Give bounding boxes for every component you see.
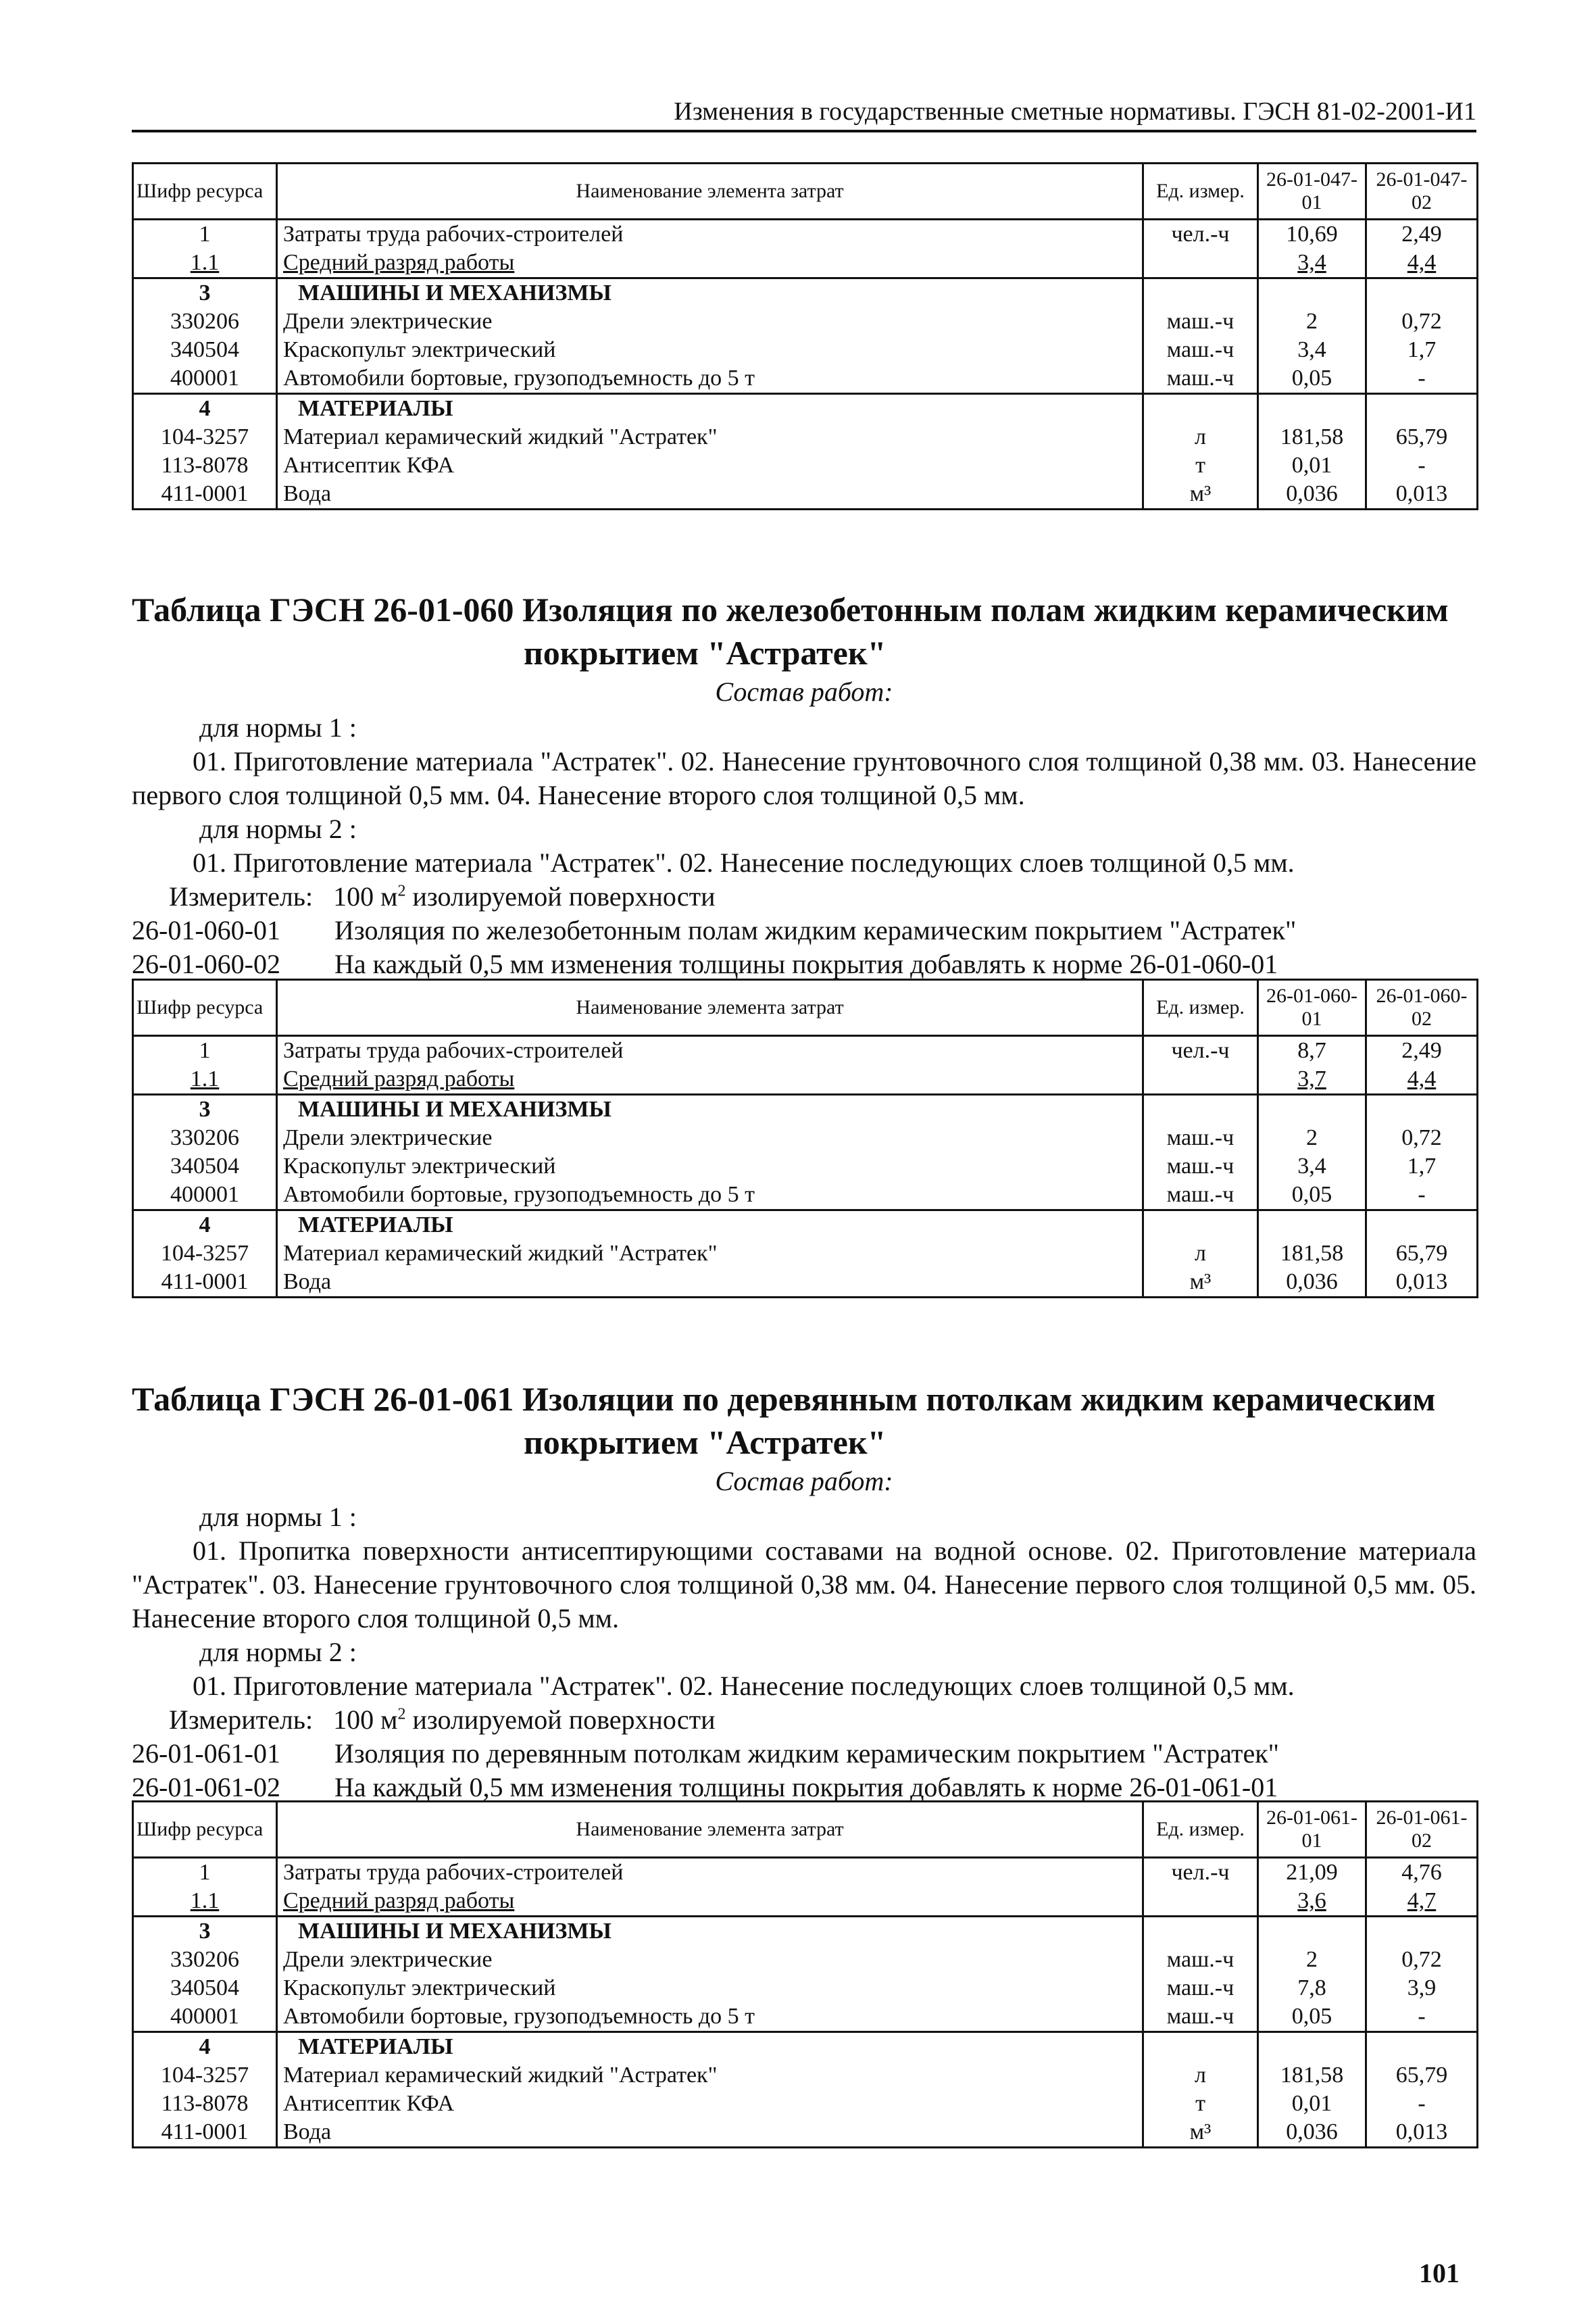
cell-unit bbox=[1143, 249, 1258, 278]
cell-code: 400001 bbox=[133, 1181, 277, 1210]
page-number: 101 bbox=[1419, 2258, 1460, 2288]
cell-name: Средний разряд работы bbox=[277, 1065, 1143, 1095]
cell-value-1: 2 bbox=[1258, 307, 1366, 336]
cell-name: Затраты труда рабочих-строителей bbox=[277, 220, 1143, 249]
norm1-text: 01. Пропитка поверхности антисептирующими составами на водной основе. 02. Приготовление материала "Астратек". 03. Нанесение грунтовочного слоя толщиной 0,38 мм. 04. Нанесение первого слоя толщиной 0,5 мм. 05. Нанесение второго слоя толщиной 0,5 мм. bbox=[132, 1535, 1476, 1633]
cell-code: 3 bbox=[133, 278, 277, 308]
table-row bbox=[133, 451, 1478, 480]
norm2-label: для нормы 2 : bbox=[199, 814, 357, 844]
cell-name: Краскопульт электрический bbox=[277, 336, 1143, 364]
cell-value-1: 181,58 bbox=[1258, 1239, 1366, 1268]
table-row bbox=[133, 2118, 1478, 2148]
cell-code: 340504 bbox=[133, 336, 277, 364]
cell-value-2: 0,72 bbox=[1366, 1946, 1478, 1974]
cell-unit bbox=[1143, 1095, 1258, 1125]
work-description-060 bbox=[132, 711, 1476, 981]
cell-name: Автомобили бортовые, грузоподъемность до 5 т bbox=[277, 364, 1143, 394]
cell-value-2 bbox=[1366, 1917, 1478, 1946]
cell-code: 3 bbox=[133, 1917, 277, 1946]
header-norm-2: 26-01-047-02 bbox=[1366, 164, 1478, 220]
cell-value-2 bbox=[1366, 394, 1478, 424]
cell-code: 330206 bbox=[133, 307, 277, 336]
table-row bbox=[133, 1887, 1478, 1917]
cell-value-2: 4,7 bbox=[1366, 1887, 1478, 1917]
cell-name: МАТЕРИАЛЫ bbox=[277, 1210, 1143, 1240]
table-row bbox=[133, 307, 1478, 336]
cell-name: Затраты труда рабочих-строителей bbox=[277, 1036, 1143, 1066]
table-row bbox=[133, 1095, 1478, 1125]
cell-name: Материал керамический жидкий "Астратек" bbox=[277, 2061, 1143, 2090]
cell-value-1: 0,05 bbox=[1258, 364, 1366, 394]
header-name: Наименование элемента затрат bbox=[277, 1802, 1143, 1858]
cell-value-2: 1,7 bbox=[1366, 336, 1478, 364]
cell-value-1: 10,69 bbox=[1258, 220, 1366, 249]
cell-name: МАШИНЫ И МЕХАНИЗМЫ bbox=[277, 278, 1143, 308]
table-row bbox=[133, 220, 1478, 249]
cell-unit: л bbox=[1143, 1239, 1258, 1268]
cell-value-1: 181,58 bbox=[1258, 423, 1366, 451]
table-row bbox=[133, 1152, 1478, 1181]
cell-code: 4 bbox=[133, 2032, 277, 2062]
cell-code: 1.1 bbox=[133, 1065, 277, 1095]
cell-value-1: 0,036 bbox=[1258, 480, 1366, 510]
cell-name: Вода bbox=[277, 480, 1143, 510]
cell-name: Материал керамический жидкий "Астратек" bbox=[277, 1239, 1143, 1268]
cell-unit: чел.-ч bbox=[1143, 1858, 1258, 1888]
table-row bbox=[133, 1210, 1478, 1240]
cell-name: Средний разряд работы bbox=[277, 249, 1143, 278]
table-row bbox=[133, 1858, 1478, 1888]
cell-value-2: 0,72 bbox=[1366, 307, 1478, 336]
cell-value-1: 0,01 bbox=[1258, 2090, 1366, 2118]
meter-value: 100 м bbox=[333, 1704, 398, 1735]
table-row bbox=[133, 2002, 1478, 2032]
table-row bbox=[133, 1917, 1478, 1946]
header-norm-1: 26-01-060-01 bbox=[1258, 980, 1366, 1036]
cell-name: Дрели электрические bbox=[277, 1946, 1143, 1974]
cell-value-1: 0,05 bbox=[1258, 1181, 1366, 1210]
norm-code: 26-01-060-01 bbox=[132, 915, 280, 945]
cell-code: 104-3257 bbox=[133, 423, 277, 451]
cell-name: Дрели электрические bbox=[277, 1124, 1143, 1152]
cell-name: Средний разряд работы bbox=[277, 1887, 1143, 1917]
cell-value-1: 0,05 bbox=[1258, 2002, 1366, 2032]
cell-value-2: - bbox=[1366, 364, 1478, 394]
cell-value-1: 3,7 bbox=[1258, 1065, 1366, 1095]
cell-name: Дрели электрические bbox=[277, 307, 1143, 336]
norm-code-row bbox=[132, 1737, 1476, 1771]
norm-code-text: На каждый 0,5 мм изменения толщины покрытия добавлять к норме 26-01-060-01 bbox=[334, 949, 1278, 979]
table-row bbox=[133, 423, 1478, 451]
cell-name: Материал керамический жидкий "Астратек" bbox=[277, 423, 1143, 451]
cell-unit: м³ bbox=[1143, 2118, 1258, 2148]
cell-code: 330206 bbox=[133, 1946, 277, 1974]
header-unit: Ед. измер. bbox=[1143, 1802, 1258, 1858]
cell-value-1: 2 bbox=[1258, 1124, 1366, 1152]
cell-unit bbox=[1143, 394, 1258, 424]
cell-value-2 bbox=[1366, 1210, 1478, 1240]
norm-code: 26-01-061-02 bbox=[132, 1772, 280, 1802]
work-description-061 bbox=[132, 1500, 1476, 1804]
cell-name: Краскопульт электрический bbox=[277, 1974, 1143, 2002]
cell-value-1: 181,58 bbox=[1258, 2061, 1366, 2090]
section-title-line2: покрытием "Астратек" bbox=[524, 634, 887, 672]
composition-label: Состав работ: bbox=[715, 676, 893, 707]
cell-unit: маш.-ч bbox=[1143, 307, 1258, 336]
cell-name: Автомобили бортовые, грузоподъемность до 5 т bbox=[277, 1181, 1143, 1210]
cell-value-1 bbox=[1258, 278, 1366, 308]
cell-name: МАТЕРИАЛЫ bbox=[277, 2032, 1143, 2062]
meter-value: 100 м bbox=[333, 881, 398, 912]
cell-value-1: 7,8 bbox=[1258, 1974, 1366, 2002]
cell-value-2 bbox=[1366, 278, 1478, 308]
cell-value-2: 3,9 bbox=[1366, 1974, 1478, 2002]
meter-label: Измеритель: bbox=[169, 1704, 314, 1735]
running-header: Изменения в государственные сметные нормативы. ГЭСН 81-02-2001-И1 bbox=[132, 95, 1476, 132]
cell-code: 340504 bbox=[133, 1152, 277, 1181]
cell-unit: маш.-ч bbox=[1143, 1974, 1258, 2002]
cell-value-2 bbox=[1366, 2032, 1478, 2062]
norm1-text: 01. Приготовление материала "Астратек". 02. Нанесение грунтовочного слоя толщиной 0,38 мм. 03. Нанесение первого слоя толщиной 0,5 мм. 04. Нанесение второго слоя толщиной 0,5 мм. bbox=[132, 746, 1476, 810]
cell-name: Антисептик КФА bbox=[277, 2090, 1143, 2118]
cell-name: МАШИНЫ И МЕХАНИЗМЫ bbox=[277, 1917, 1143, 1946]
header-norm-1: 26-01-061-01 bbox=[1258, 1802, 1366, 1858]
cell-code: 1.1 bbox=[133, 249, 277, 278]
table-row bbox=[133, 249, 1478, 278]
norm-code: 26-01-060-02 bbox=[132, 949, 280, 979]
cell-code: 1 bbox=[133, 220, 277, 249]
cell-value-1: 0,01 bbox=[1258, 451, 1366, 480]
cell-code: 4 bbox=[133, 1210, 277, 1240]
table-row bbox=[133, 1268, 1478, 1298]
cell-value-1 bbox=[1258, 1210, 1366, 1240]
norm2-label: для нормы 2 : bbox=[199, 1637, 357, 1667]
header-unit: Ед. измер. bbox=[1143, 164, 1258, 220]
table-row bbox=[133, 364, 1478, 394]
cell-value-1: 3,6 bbox=[1258, 1887, 1366, 1917]
cell-unit: маш.-ч bbox=[1143, 1181, 1258, 1210]
cell-value-1: 0,036 bbox=[1258, 2118, 1366, 2148]
header-norm-1: 26-01-047-01 bbox=[1258, 164, 1366, 220]
norm1-label: для нормы 1 : bbox=[199, 1502, 357, 1532]
table-row bbox=[133, 2090, 1478, 2118]
header-name: Наименование элемента затрат bbox=[277, 164, 1143, 220]
meter-label: Измеритель: bbox=[169, 881, 314, 912]
header-code: Шифр ресурса bbox=[133, 980, 277, 1036]
norm-code-text: Изоляция по железобетонным полам жидким керамическим покрытием "Астратек" bbox=[334, 915, 1297, 945]
cell-name: Антисептик КФА bbox=[277, 451, 1143, 480]
cell-code: 330206 bbox=[133, 1124, 277, 1152]
cell-value-2: 4,4 bbox=[1366, 249, 1478, 278]
cell-unit bbox=[1143, 2032, 1258, 2062]
resource-table-060 bbox=[132, 979, 1478, 1298]
cell-name: Вода bbox=[277, 1268, 1143, 1298]
norm-code-row bbox=[132, 947, 1476, 981]
cell-code: 3 bbox=[133, 1095, 277, 1125]
table-row bbox=[133, 1946, 1478, 1974]
cell-unit bbox=[1143, 278, 1258, 308]
cell-unit: т bbox=[1143, 451, 1258, 480]
cell-value-2: 2,49 bbox=[1366, 1036, 1478, 1066]
cell-name: Автомобили бортовые, грузоподъемность до 5 т bbox=[277, 2002, 1143, 2032]
table-row bbox=[133, 2061, 1478, 2090]
cell-code: 1 bbox=[133, 1036, 277, 1066]
norm1-label: для нормы 1 : bbox=[199, 712, 357, 743]
cell-code: 104-3257 bbox=[133, 2061, 277, 2090]
cell-unit: т bbox=[1143, 2090, 1258, 2118]
table-row bbox=[133, 1065, 1478, 1095]
section-title-060 bbox=[132, 588, 1476, 674]
cell-code: 411-0001 bbox=[133, 1268, 277, 1298]
cell-value-1: 8,7 bbox=[1258, 1036, 1366, 1066]
norm-code-row bbox=[132, 1771, 1476, 1804]
cell-value-1 bbox=[1258, 1095, 1366, 1125]
cell-name: МАТЕРИАЛЫ bbox=[277, 394, 1143, 424]
cell-unit: маш.-ч bbox=[1143, 1152, 1258, 1181]
norm-code: 26-01-061-01 bbox=[132, 1738, 280, 1769]
table-row bbox=[133, 1181, 1478, 1210]
cell-value-1 bbox=[1258, 2032, 1366, 2062]
composition-label: Состав работ: bbox=[715, 1466, 893, 1496]
table-row bbox=[133, 1974, 1478, 2002]
cell-unit: м³ bbox=[1143, 480, 1258, 510]
header-name: Наименование элемента затрат bbox=[277, 980, 1143, 1036]
cell-value-2: 0,72 bbox=[1366, 1124, 1478, 1152]
cell-value-1 bbox=[1258, 394, 1366, 424]
norm-code-row bbox=[132, 914, 1476, 947]
table-row bbox=[133, 2032, 1478, 2062]
cell-unit: чел.-ч bbox=[1143, 220, 1258, 249]
cell-value-2: 65,79 bbox=[1366, 423, 1478, 451]
cell-value-2: - bbox=[1366, 451, 1478, 480]
header-norm-2: 26-01-060-02 bbox=[1366, 980, 1478, 1036]
cell-value-1: 3,4 bbox=[1258, 336, 1366, 364]
cell-value-1: 0,036 bbox=[1258, 1268, 1366, 1298]
cell-value-1 bbox=[1258, 1917, 1366, 1946]
cell-code: 400001 bbox=[133, 364, 277, 394]
meter-line: Измеритель: 100 $м^2$ изолируемой поверхности bbox=[169, 881, 716, 912]
cell-unit: маш.-ч bbox=[1143, 364, 1258, 394]
cell-name: Вода bbox=[277, 2118, 1143, 2148]
cell-unit bbox=[1143, 1887, 1258, 1917]
section-title-line2: покрытием "Астратек" bbox=[524, 1423, 887, 1461]
table-row bbox=[133, 1239, 1478, 1268]
cell-code: 1 bbox=[133, 1858, 277, 1888]
meter-suffix: изолируемой поверхности bbox=[405, 1704, 716, 1735]
cell-unit: л bbox=[1143, 2061, 1258, 2090]
section-title-line1: Таблица ГЭСН 26-01-061 Изоляции по деревянным потолкам жидким керамическим bbox=[132, 1380, 1436, 1418]
table-row bbox=[133, 336, 1478, 364]
cell-value-2: 2,49 bbox=[1366, 220, 1478, 249]
norm2-text: 01. Приготовление материала "Астратек". 02. Нанесение последующих слоев толщиной 0,5 мм. bbox=[193, 1671, 1295, 1701]
cell-code: 4 bbox=[133, 394, 277, 424]
cell-code: 113-8078 bbox=[133, 451, 277, 480]
norm-code-text: Изоляция по деревянным потолкам жидким керамическим покрытием "Астратек" bbox=[334, 1738, 1279, 1769]
cell-unit: маш.-ч bbox=[1143, 1124, 1258, 1152]
cell-unit bbox=[1143, 1917, 1258, 1946]
cell-value-2: - bbox=[1366, 1181, 1478, 1210]
cell-value-2: 1,7 bbox=[1366, 1152, 1478, 1181]
cell-value-2: - bbox=[1366, 2002, 1478, 2032]
cell-unit bbox=[1143, 1065, 1258, 1095]
cell-value-1: 2 bbox=[1258, 1946, 1366, 1974]
cell-value-2: 4,76 bbox=[1366, 1858, 1478, 1888]
cell-value-1: 21,09 bbox=[1258, 1858, 1366, 1888]
cell-unit: маш.-ч bbox=[1143, 336, 1258, 364]
cell-unit: л bbox=[1143, 423, 1258, 451]
cell-value-2: 0,013 bbox=[1366, 1268, 1478, 1298]
resource-table-061 bbox=[132, 1800, 1478, 2148]
cell-value-2: 0,013 bbox=[1366, 2118, 1478, 2148]
header-code: Шифр ресурса bbox=[133, 1802, 277, 1858]
cell-unit: маш.-ч bbox=[1143, 2002, 1258, 2032]
cell-code: 113-8078 bbox=[133, 2090, 277, 2118]
cell-value-2 bbox=[1366, 1095, 1478, 1125]
cell-code: 400001 bbox=[133, 2002, 277, 2032]
cell-value-1: 3,4 bbox=[1258, 249, 1366, 278]
section-title-line1: Таблица ГЭСН 26-01-060 Изоляция по железобетонным полам жидким керамическим bbox=[132, 591, 1449, 629]
cell-unit: м³ bbox=[1143, 1268, 1258, 1298]
cell-unit bbox=[1143, 1210, 1258, 1240]
header-norm-2: 26-01-061-02 bbox=[1366, 1802, 1478, 1858]
resource-table-047 bbox=[132, 162, 1478, 510]
cell-code: 104-3257 bbox=[133, 1239, 277, 1268]
cell-unit: чел.-ч bbox=[1143, 1036, 1258, 1066]
table-row bbox=[133, 1124, 1478, 1152]
header-code: Шифр ресурса bbox=[133, 164, 277, 220]
cell-value-2: 0,013 bbox=[1366, 480, 1478, 510]
norm-code-text: На каждый 0,5 мм изменения толщины покрытия добавлять к норме 26-01-061-01 bbox=[334, 1772, 1278, 1802]
cell-value-2: 65,79 bbox=[1366, 2061, 1478, 2090]
table-row bbox=[133, 278, 1478, 308]
cell-code: 1.1 bbox=[133, 1887, 277, 1917]
cell-code: 340504 bbox=[133, 1974, 277, 2002]
cell-name: Краскопульт электрический bbox=[277, 1152, 1143, 1181]
cell-value-1: 3,4 bbox=[1258, 1152, 1366, 1181]
cell-name: Затраты труда рабочих-строителей bbox=[277, 1858, 1143, 1888]
meter-suffix: изолируемой поверхности bbox=[405, 881, 716, 912]
header-unit: Ед. измер. bbox=[1143, 980, 1258, 1036]
table-row bbox=[133, 1036, 1478, 1066]
cell-name: МАШИНЫ И МЕХАНИЗМЫ bbox=[277, 1095, 1143, 1125]
cell-code: 411-0001 bbox=[133, 480, 277, 510]
cell-value-2: 4,4 bbox=[1366, 1065, 1478, 1095]
norm2-text: 01. Приготовление материала "Астратек". 02. Нанесение последующих слоев толщиной 0,5 мм. bbox=[193, 847, 1295, 878]
cell-code: 411-0001 bbox=[133, 2118, 277, 2148]
table-row bbox=[133, 480, 1478, 510]
section-title-061 bbox=[132, 1377, 1476, 1464]
cell-unit: маш.-ч bbox=[1143, 1946, 1258, 1974]
table-row bbox=[133, 394, 1478, 424]
meter-line: Измеритель: 100 $м^2$ изолируемой поверхности bbox=[169, 1704, 716, 1735]
cell-value-2: - bbox=[1366, 2090, 1478, 2118]
cell-value-2: 65,79 bbox=[1366, 1239, 1478, 1268]
